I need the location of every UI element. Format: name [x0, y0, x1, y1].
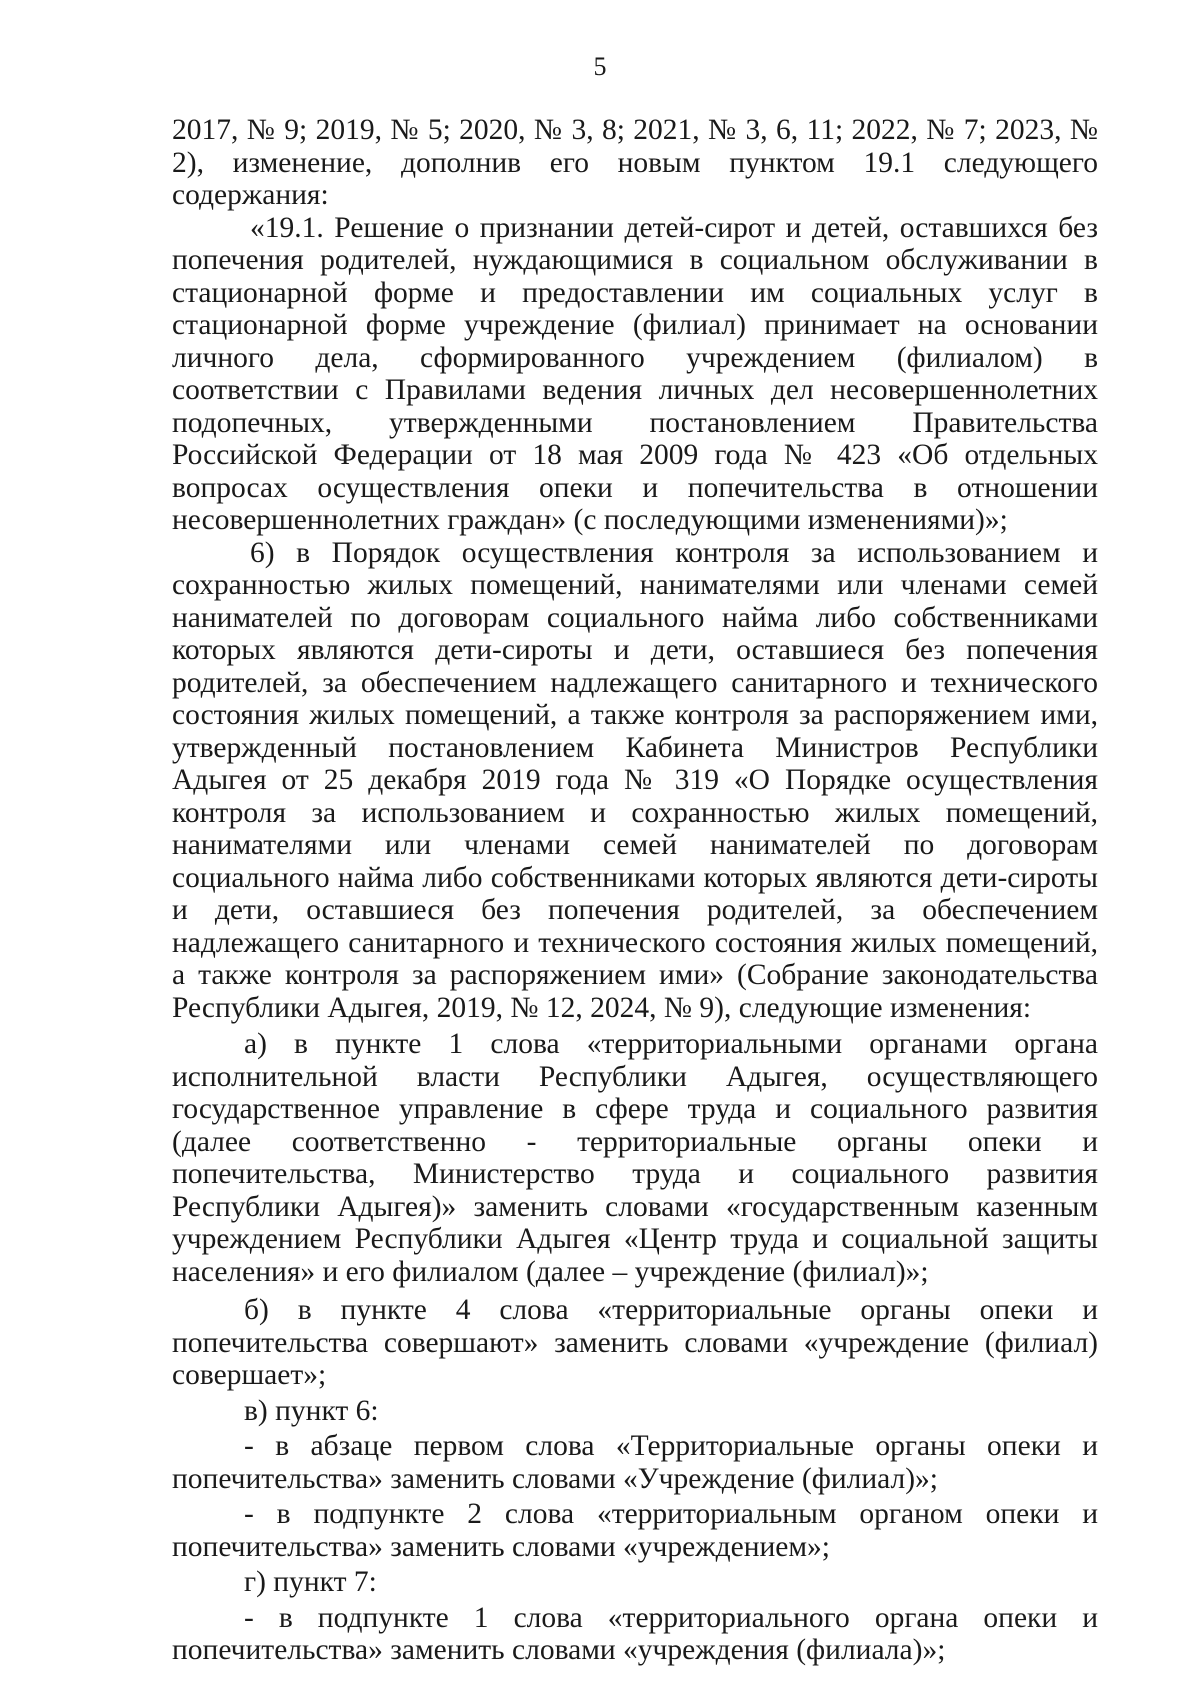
paragraph-item-6: 6) в Порядок осуществления контроля за использованием и сохранностью жилых помещений, нанимателями или членами семей нанимателей по договорам социального найма либо собственниками которых являются дети-сироты и дети, оставшиеся без попечения родителей, за обеспечением надлежащего санитарного и технического состояния жилых помещений, а также контроля за распоряжением ими, утвержденный постановлением Кабинета Министров Республики Адыгея от 25 декабря 2019 года № 319 «О Порядке осуществления контроля за использованием и сохранностью жилых помещений, нанимателями или членами семей нанимателей по договорам социального найма либо собственниками которых являются дети-сироты и дети, оставшиеся без попечения родителей, за обеспечением надлежащего санитарного и технического состояния жилых помещений, а также контроля за распоряжением ими» (Собрание законодательства Республики Адыгея, 2019, № 12, 2024, № 9), следующие изменения: — [172, 536, 1098, 1024]
paragraph-subitem-g: г) пункт 7: — [244, 1566, 377, 1598]
paragraph-dash-2: - в подпункте 2 слова «территориальным органом опеки и попечительства» заменить словами «учреждением»; — [172, 1498, 1098, 1563]
paragraph-item-19-1: «19.1. Решение о признании детей-сирот и детей, оставшихся без попечения родителей, нуждающимися в социальном обслуживании в стационарной форме и предоставлении им социальных услуг в стационарной форме учреждение (филиал) принимает на основании личного дела, сформированного учреждением (филиалом) в соответствии с Правилами ведения личных дел несовершеннолетних подопечных, утвержденными постановлением Правительства Российской Федерации от 18 мая 2009 года № 423 «Об отдельных вопросах осуществления опеки и попечительства в отношении несовершеннолетних граждан» (с последующими изменениями)»; — [172, 211, 1098, 536]
page-number: 5 — [593, 52, 607, 81]
paragraph-subitem-a: а) в пункте 1 слова «территориальными органами органа исполнительной власти Республики Адыгея, осуществляющего государственное управление в сфере труда и социального развития (далее соответственно - территориальные органы опеки и попечительства, Министерство труда и социального развития Республики Адыгея)» заменить словами «государственным казенным учреждением Республики Адыгея «Центр труда и социальной защиты населения» и его филиалом (далее – учреждение (филиал)»; — [172, 1028, 1098, 1288]
paragraph-continuation: 2017, № 9; 2019, № 5; 2020, № 3, 8; 2021, № 3, 6, 11; 2022, № 7; 2023, № 2), изменение, дополнив его новым пунктом 19.1 следующего содержания: — [172, 114, 1098, 211]
paragraph-dash-1: - в абзаце первом слова «Территориальные органы опеки и попечительства» заменить словами «Учреждение (филиал)»; — [172, 1430, 1098, 1495]
paragraph-dash-3: - в подпункте 1 слова «территориального органа опеки и попечительства» заменить словами «учреждения (филиала)»; — [172, 1601, 1098, 1666]
paragraph-subitem-b: б) в пункте 4 слова «территориальные органы опеки и попечительства совершают» заменить словами «учреждение (филиал) совершает»; — [172, 1294, 1098, 1391]
document-body — [172, 114, 1098, 1667]
paragraph-subitem-v: в) пункт 6: — [244, 1394, 379, 1427]
